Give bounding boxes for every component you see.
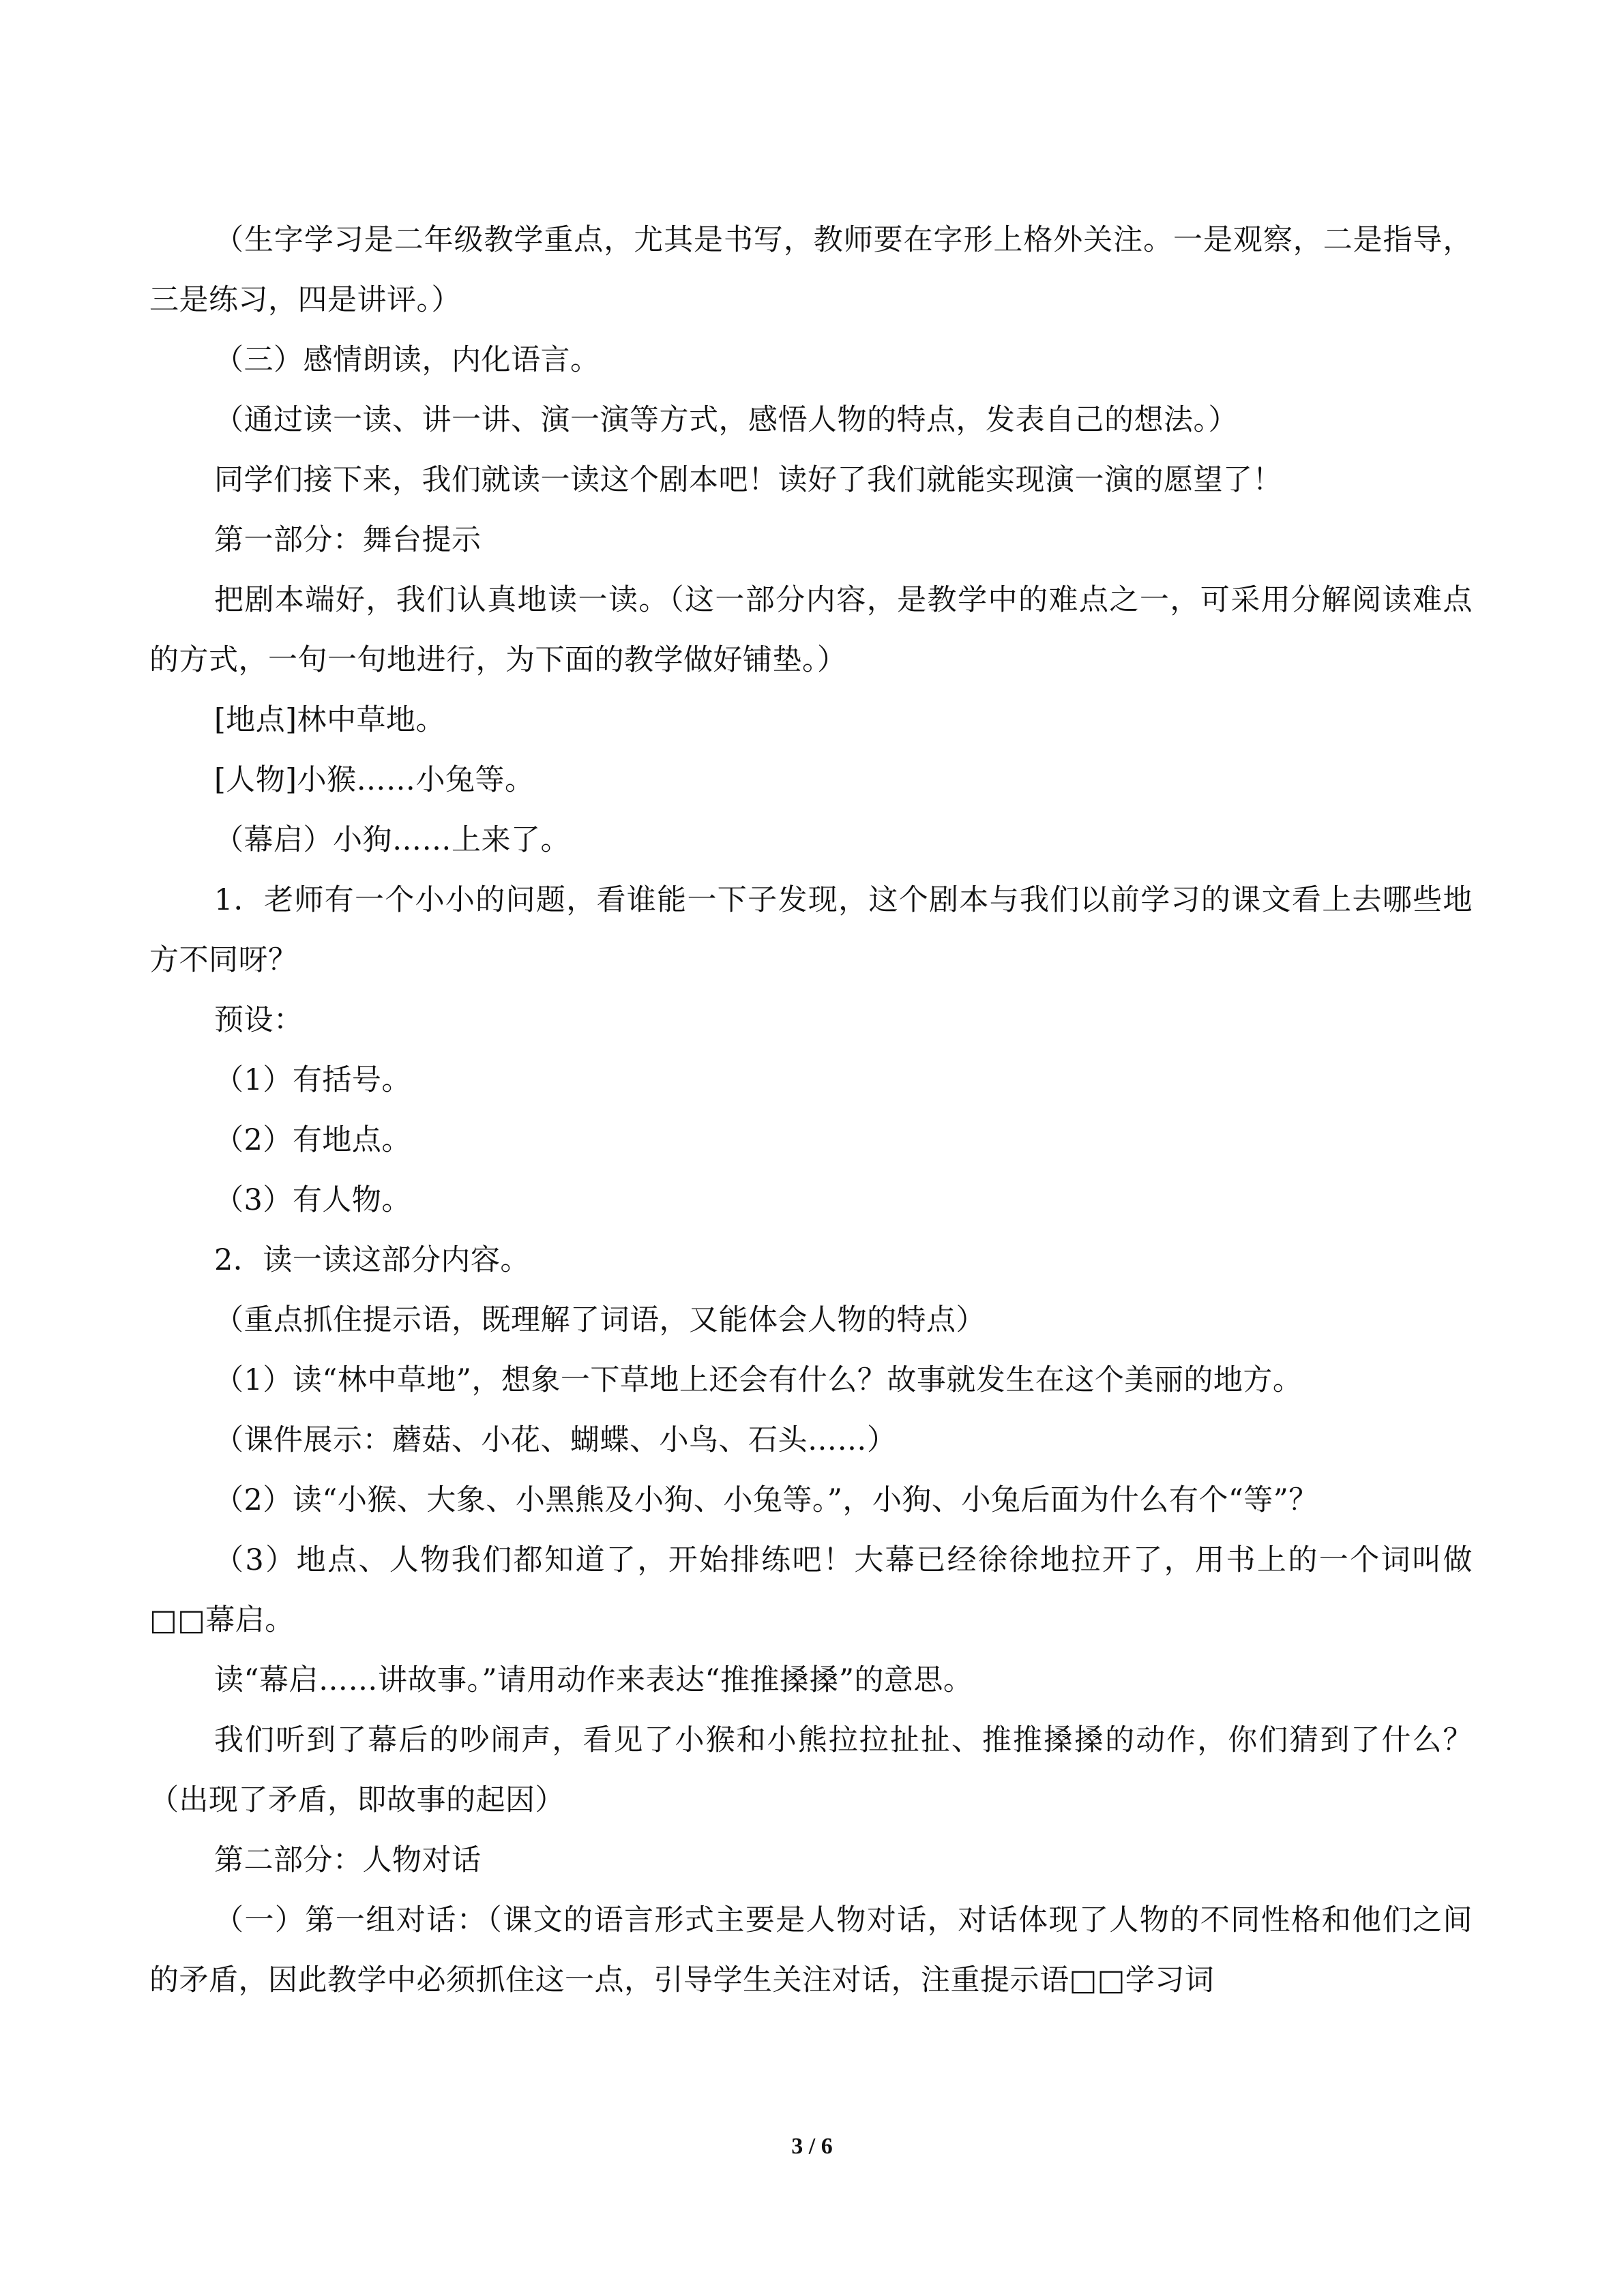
paragraph: 1．老师有一个小小的问题，看谁能一下子发现，这个剧本与我们以前学习的课文看上去哪些地方不同呀？ xyxy=(149,883,1473,977)
paragraph: [人物]小猴……小兔等。 xyxy=(214,763,535,797)
page-number: 3 / 6 xyxy=(791,2134,833,2159)
paragraph: （重点抓住提示语，既理解了词语，又能体会人物的特点） xyxy=(214,1303,986,1337)
paragraph: （三）感情朗读，内化语言。 xyxy=(214,343,600,377)
paragraph: （一）第一组对话：（课文的语言形式主要是人物对话，对话体现了人物的不同性格和他们之间的矛盾，因此教学中必须抓住这一点，引导学生关注对话，注重提示语□□学习词 xyxy=(149,1903,1473,1997)
paragraph: （幕启）小狗……上来了。 xyxy=(214,823,570,857)
paragraph: 我们听到了幕后的吵闹声，看见了小猴和小熊拉拉扯扯、推推搡搡的动作，你们猜到了什么？（出现了矛盾，即故事的起因） xyxy=(149,1723,1473,1817)
paragraph: （生字学习是二年级教学重点，尤其是书写，教师要在字形上格外关注。一是观察，二是指导，三是练习，四是讲评。） xyxy=(149,223,1473,317)
list-item: （2）读“小猴、大象、小黑熊及小狗、小兔等。”，小狗、小兔后面为什么有个“等”？ xyxy=(214,1483,1318,1517)
list-item: （3）地点、人物我们都知道了，开始排练吧！大幕已经徐徐地拉开了，用书上的一个词叫做□□幕启。 xyxy=(149,1543,1473,1637)
paragraph: 读“幕启……讲故事。”请用动作来表达“推推搡搡”的意思。 xyxy=(214,1663,973,1697)
paragraph: （课件展示：蘑菇、小花、蝴蝶、小鸟、石头……） xyxy=(214,1423,897,1457)
paragraph: （通过读一读、讲一讲、演一演等方式，感悟人物的特点，发表自己的想法。） xyxy=(214,403,1238,437)
section-heading: 第一部分：舞台提示 xyxy=(214,523,482,557)
list-item: （1）有括号。 xyxy=(214,1063,411,1097)
paragraph: 2．读一读这部分内容。 xyxy=(214,1243,530,1277)
paragraph: 预设： xyxy=(214,1003,304,1037)
list-item: （3）有人物。 xyxy=(214,1183,411,1217)
section-heading: 第二部分：人物对话 xyxy=(214,1843,482,1877)
list-item: （1）读“林中草地”，想象一下草地上还会有什么？故事就发生在这个美丽的地方。 xyxy=(214,1363,1303,1397)
paragraph: 同学们接下来，我们就读一读这个剧本吧！读好了我们就能实现演一演的愿望了！ xyxy=(214,463,1282,497)
page-body xyxy=(149,210,1473,2010)
paragraph: 把剧本端好，我们认真地读一读。（这一部分内容，是教学中的难点之一，可采用分解阅读难点的方式，一句一句地进行，为下面的教学做好铺垫。） xyxy=(149,583,1473,677)
paragraph: [地点]林中草地。 xyxy=(214,703,446,737)
list-item: （2）有地点。 xyxy=(214,1123,411,1157)
